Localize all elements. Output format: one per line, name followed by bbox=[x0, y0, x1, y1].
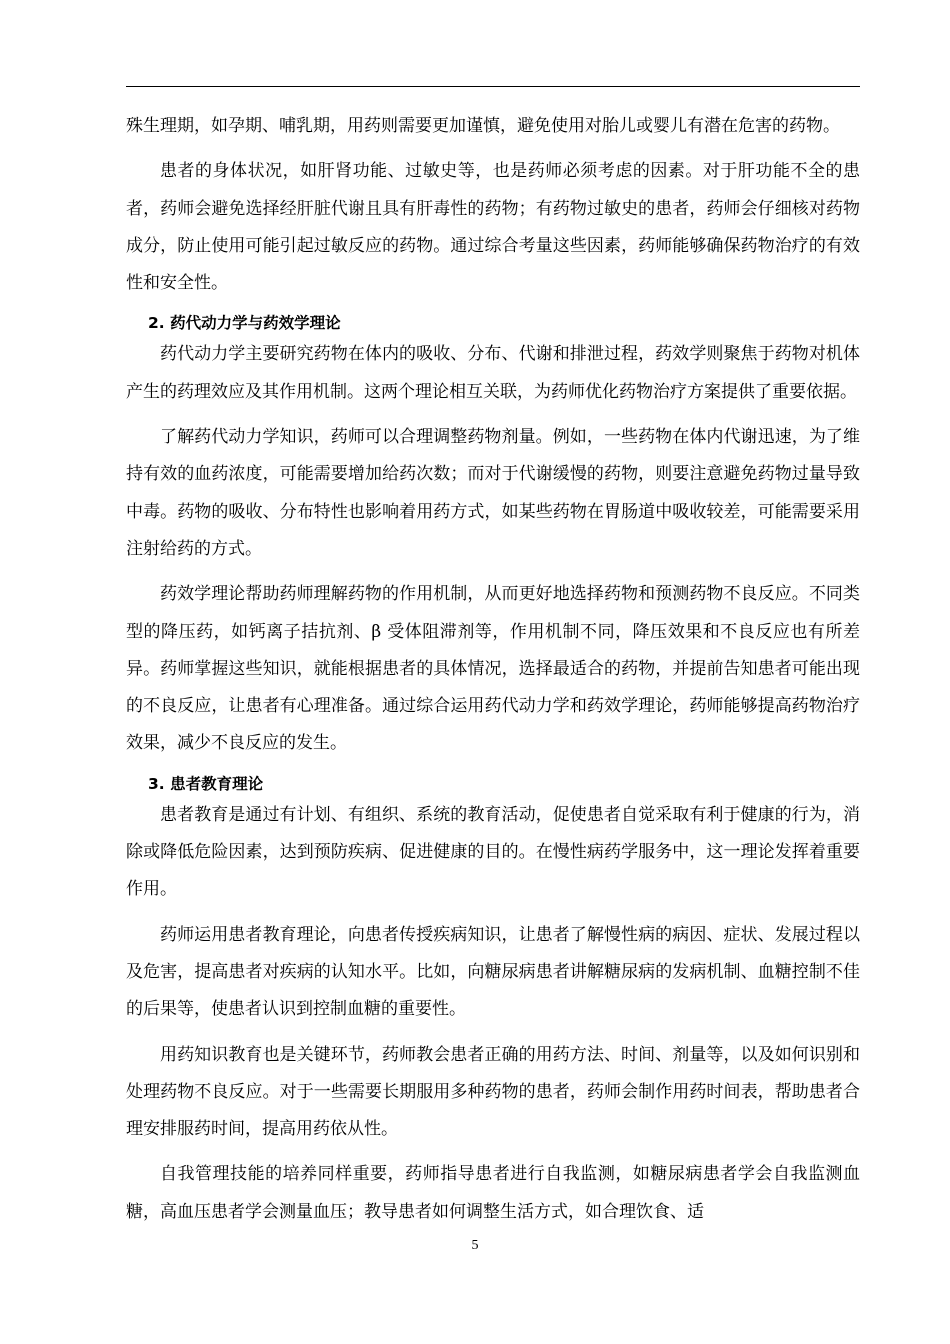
header-rule bbox=[126, 86, 860, 87]
document-body bbox=[126, 111, 860, 1239]
paragraph: 自我管理技能的培养同样重要，药师指导患者进行自我监测，如糖尿病患者学会自我监测血糖，高血压患者学会测量血压；教导患者如何调整生活方式，如合理饮食、适 bbox=[126, 1164, 860, 1222]
paragraph: 用药知识教育也是关键环节，药师教会患者正确的用药方法、时间、剂量等，以及如何识别和处理药物不良反应。对于一些需要长期服用多种药物的患者，药师会制作用药时间表，帮助患者合理安排服药时间，提高用药依从性。 bbox=[126, 1044, 860, 1140]
section-heading: 3. 患者教育理论 bbox=[148, 774, 264, 793]
page-number: 5 bbox=[471, 1238, 479, 1253]
paragraph: 患者的身体状况，如肝肾功能、过敏史等，也是药师必须考虑的因素。对于肝功能不全的患者，药师会避免选择经肝脏代谢且具有肝毒性的药物；有药物过敏史的患者，药师会仔细核对药物成分，防止使用可能引起过敏反应的药物。通过综合考量这些因素，药师能够确保药物治疗的有效性和安全性。 bbox=[126, 161, 860, 294]
paragraph: 药代动力学主要研究药物在体内的吸收、分布、代谢和排泄过程，药效学则聚焦于药物对机体产生的药理效应及其作用机制。这两个理论相互关联，为药师优化药物治疗方案提供了重要依据。 bbox=[126, 344, 860, 402]
section-heading: 2. 药代动力学与药效学理论 bbox=[148, 314, 341, 333]
paragraph: 了解药代动力学知识，药师可以合理调整药物剂量。例如，一些药物在体内代谢迅速，为了维持有效的血药浓度，可能需要增加给药次数；而对于代谢缓慢的药物，则要注意避免药物过量导致中毒。药物的吸收、分布特性也影响着用药方式，如某些药物在胃肠道中吸收较差，可能需要采用注射给药的方式。 bbox=[126, 427, 860, 559]
paragraph-continuation: 殊生理期，如孕期、哺乳期，用药则需要更加谨慎，避免使用对胎儿或婴儿有潜在危害的药物。 bbox=[126, 116, 840, 136]
paragraph: 药师运用患者教育理论，向患者传授疾病知识，让患者了解慢性病的病因、症状、发展过程以及危害，提高患者对疾病的认知水平。比如，向糖尿病患者讲解糖尿病的发病机制、血糖控制不佳的后果等，使患者认识到控制血糖的重要性。 bbox=[126, 924, 860, 1020]
paragraph: 患者教育是通过有计划、有组织、系统的教育活动，促使患者自觉采取有利于健康的行为，消除或降低危险因素，达到预防疾病、促进健康的目的。在慢性病药学服务中，这一理论发挥着重要作用。 bbox=[126, 804, 860, 900]
paragraph: 药效学理论帮助药师理解药物的作用机制，从而更好地选择药物和预测药物不良反应。不同类型的降压药，如钙离子拮抗剂、β 受体阻滞剂等，作用机制不同，降压效果和不良反应也有所差异。药师掌握这些知识，就能根据患者的具体情况，选择最适合的药物，并提前告知患者可能出现的不良反应，让患者有心理准备。通过综合运用药代动力学和药效学理论，药师能够提高药物治疗效果，减少不良反应的发生。 bbox=[126, 584, 860, 754]
